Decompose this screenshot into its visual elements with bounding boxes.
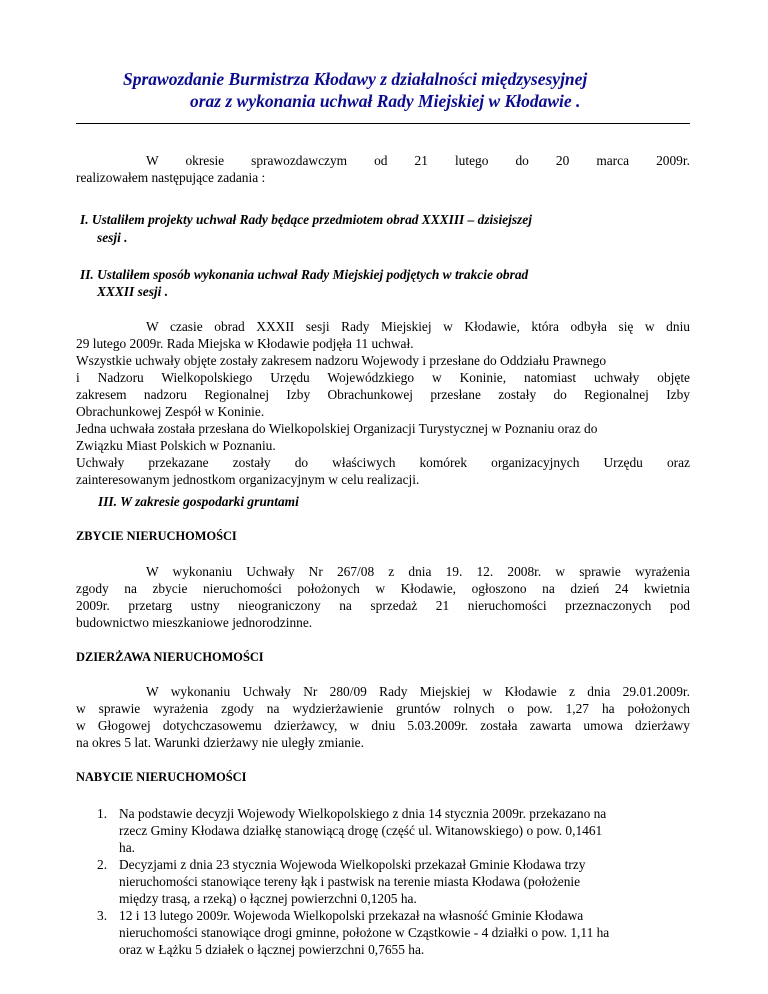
- section-2-para-line: Wszystkie uchwały objęte zostały zakresem nadzoru Wojewody i przesłane do Oddziału Prawnego: [76, 353, 607, 368]
- dzierzawa-para-line: w sprawie wyrażenia zgody na wydzierżawienie gruntów rolnych o pow. 1,27 ha położonych: [76, 701, 690, 716]
- section-2-para-line: zainteresowanym jednostkom organizacyjnym w celu realizacji.: [76, 472, 420, 487]
- zbycie-para-line: zgody na zbycie nieruchomości położonych w Kłodawie, ogłoszono na dzień 24 kwietnia: [76, 581, 690, 596]
- intro-word: sprawozdawczym: [251, 153, 348, 168]
- intro-line-1: [146, 152, 690, 169]
- intro-word: W: [146, 153, 159, 168]
- intro-word: 2009r.: [656, 153, 690, 168]
- section-3-heading: III. W zakresie gospodarki gruntami: [98, 494, 299, 509]
- list-item-line: między trasą, a rzeką) o łącznej powierzchni 0,1205 ha.: [119, 891, 417, 906]
- dzierzawa-para-line: W wykonaniu Uchwały Nr 280/09 Rady Miejskiej w Kłodawie z dnia 29.01.2009r.: [146, 684, 690, 699]
- section-2-para-line: zakresem nadzoru Regionalnej Izby Obrachunkowej przesłane zostały do Regionalnej Izby: [76, 387, 690, 402]
- intro-word: marca: [596, 153, 630, 168]
- zbycie-para-line: budownictwo mieszkaniowe jednorodzinne.: [76, 615, 313, 630]
- list-item-line: rzecz Gminy Kłodawa działkę stanowiącą drogę (część ul. Witanowskiego) o pow. 0,1461: [119, 823, 603, 838]
- section-1-heading-line-1: I. Ustaliłem projekty uchwał Rady będące przedmiotem obrad XXXIII – dzisiejszej: [80, 212, 532, 227]
- intro-word: od: [374, 153, 388, 168]
- intro-word: okresie: [185, 153, 225, 168]
- nabycie-caption: NABYCIE NIERUCHOMOŚCI: [76, 770, 247, 784]
- section-2-para-line: Jedna uchwała została przesłana do Wielkopolskiej Organizacji Turystycznej w Poznaniu oraz do: [76, 421, 598, 436]
- dzierzawa-caption: DZIERŻAWA NIERUCHOMOŚCI: [76, 650, 264, 664]
- zbycie-caption: ZBYCIE NIERUCHOMOŚCI: [76, 529, 237, 543]
- section-2-para-line: Związku Miast Polskich w Poznaniu.: [76, 438, 276, 453]
- intro-word: lutego: [454, 153, 489, 168]
- list-item-number: 3.: [97, 908, 108, 923]
- list-item-line: nieruchomości stanowiące tereny łąk i pastwisk na terenie miasta Kłodawa (położenie: [119, 874, 581, 889]
- list-item-line: nieruchomości stanowiące drogi gminne, położone w Cząstkowie - 4 działki o pow. 1,11 ha: [119, 925, 610, 940]
- list-item-line: ha.: [119, 840, 135, 855]
- section-2-para-line: Uchwały przekazane zostały do właściwych komórek organizacyjnych Urzędu oraz: [76, 455, 690, 470]
- intro-word: 21: [414, 153, 428, 168]
- list-item-line: Decyzjami z dnia 23 stycznia Wojewoda Wielkopolski przekazał Gminie Kłodawa trzy: [119, 857, 586, 872]
- dzierzawa-para-line: na okres 5 lat. Warunki dzierżawy nie uległy zmianie.: [76, 735, 364, 750]
- list-item-line: 12 i 13 lutego 2009r. Wojewoda Wielkopolski przekazał na własność Gminie Kłodawa: [119, 908, 584, 923]
- zbycie-para-line: W wykonaniu Uchwały Nr 267/08 z dnia 19. 12. 2008r. w sprawie wyrażenia: [146, 564, 690, 579]
- list-item-line: oraz w Łążku 5 działek o łącznej powierzchni 0,7655 ha.: [119, 942, 425, 957]
- document-title-line-1: Sprawozdanie Burmistrza Kłodawy z działalności międzysesyjnej: [123, 69, 588, 89]
- section-2-para-line: Obrachunkowej Zespół w Koninie.: [76, 404, 265, 419]
- section-2-para-line: W czasie obrad XXXII sesji Rady Miejskiej w Kłodawie, która odbyła się w dniu: [146, 319, 690, 334]
- intro-word: do: [515, 153, 529, 168]
- section-2-heading-line-1: II. Ustaliłem sposób wykonania uchwał Rady Miejskiej podjętych w trakcie obrad: [80, 267, 529, 282]
- section-1-heading-line-2: sesji .: [97, 230, 128, 245]
- zbycie-para-line: 2009r. przetarg ustny nieograniczony na sprzedaż 21 nieruchomości przeznaczonych pod: [76, 598, 690, 613]
- title-underline: [76, 123, 690, 124]
- section-2-para-line: i Nadzoru Wielkopolskiego Urzędu Wojewódzkiego w Koninie, natomiast uchwały objęte: [76, 370, 690, 385]
- intro-word: 20: [555, 153, 570, 168]
- list-item-number: 1.: [97, 806, 108, 821]
- document-title-line-2: oraz z wykonania uchwał Rady Miejskiej w Kłodawie .: [190, 91, 581, 111]
- intro-line-2: realizowałem następujące zadania :: [76, 170, 266, 185]
- section-2-heading-line-2: XXXII sesji .: [97, 284, 169, 299]
- list-item-line: Na podstawie decyzji Wojewody Wielkopolskiego z dnia 14 stycznia 2009r. przekazano na: [119, 806, 607, 821]
- section-2-para-line: 29 lutego 2009r. Rada Miejska w Kłodawie podjęła 11 uchwał.: [76, 336, 414, 351]
- list-item-number: 2.: [97, 857, 108, 872]
- dzierzawa-para-line: w Głogowej dotychczasowemu dzierżawcy, w dniu 5.03.2009r. została zawarta umowa dzierżawy: [76, 718, 690, 733]
